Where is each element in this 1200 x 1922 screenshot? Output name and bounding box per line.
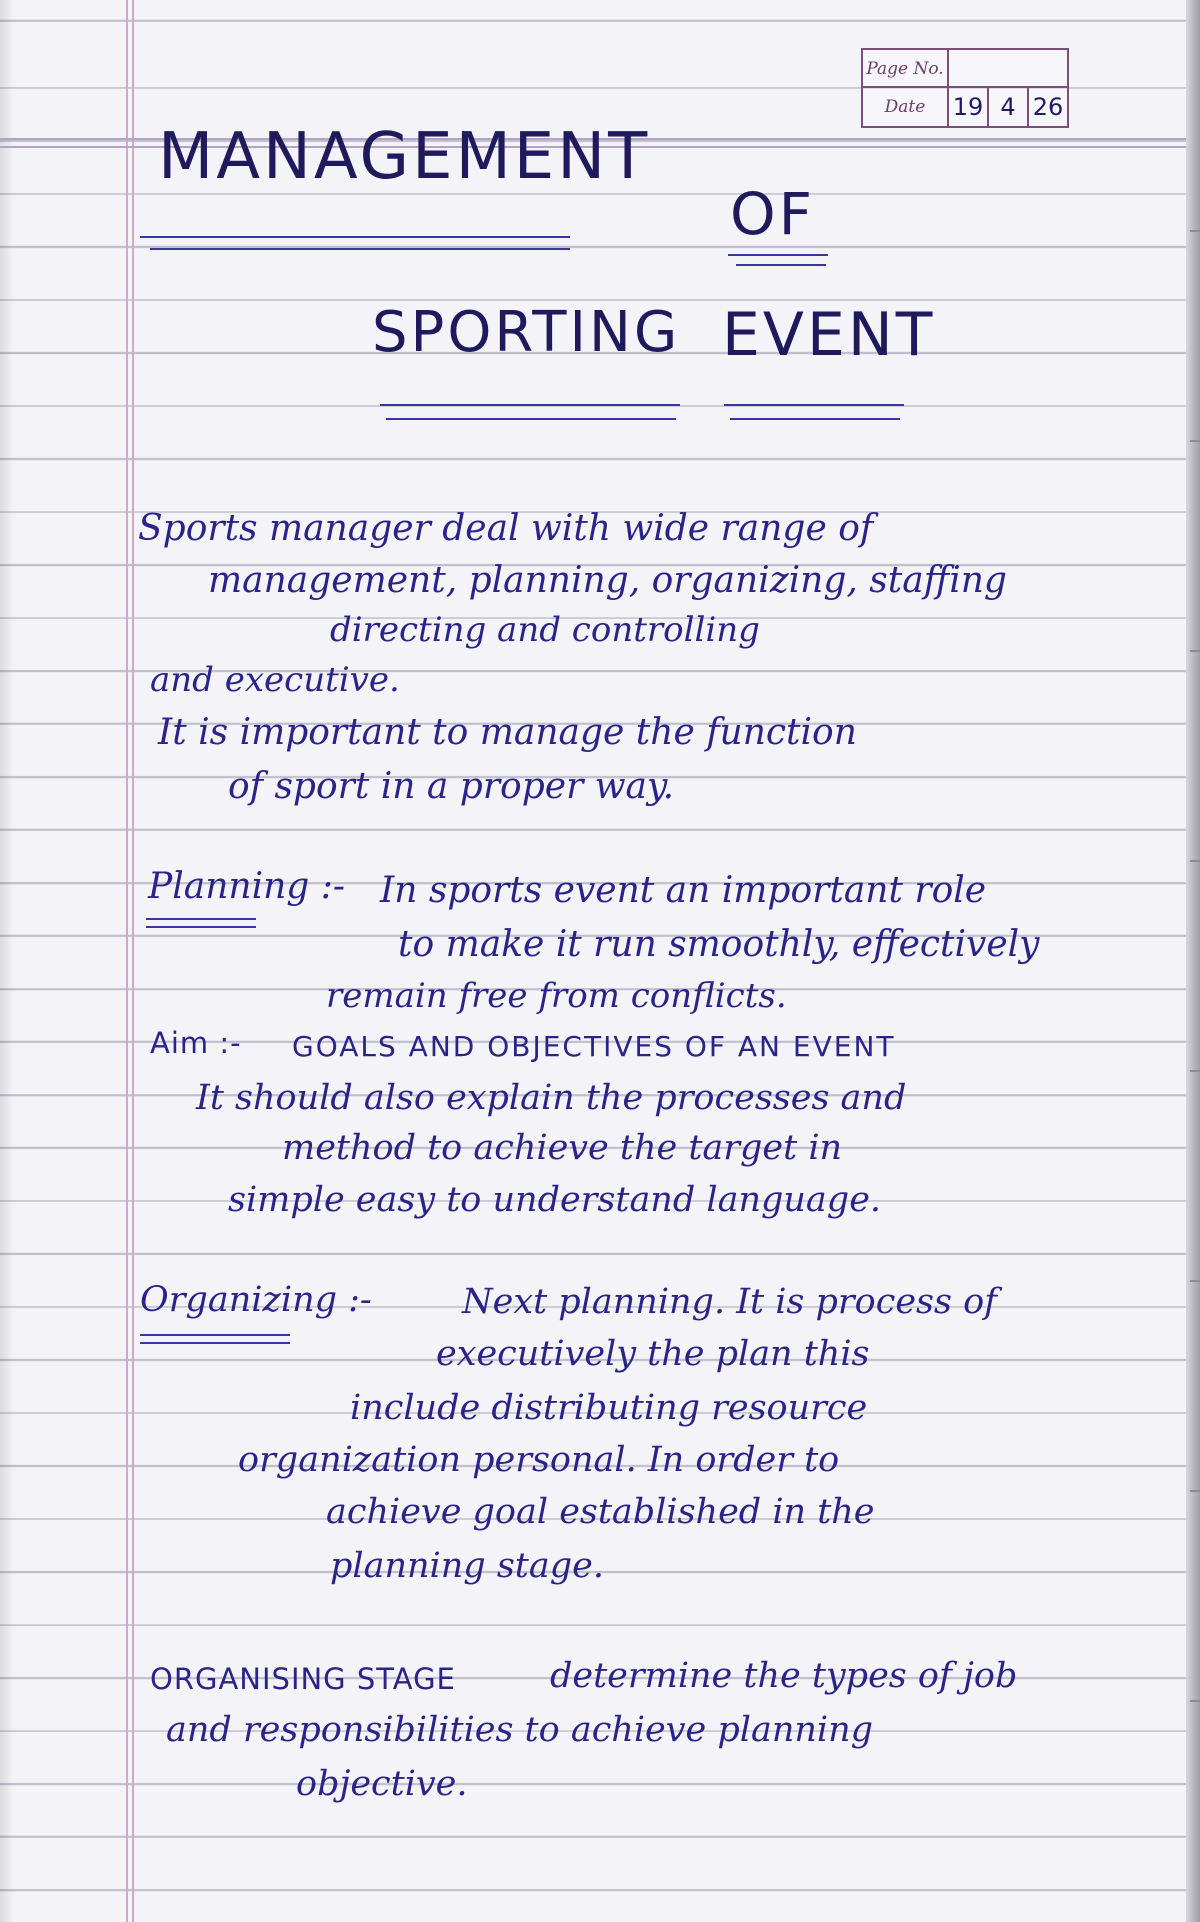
title-underline	[730, 418, 900, 420]
aim-line: simple easy to understand language.	[228, 1180, 882, 1220]
heading-underline	[146, 926, 256, 928]
organizing-line: organization personal. In order to	[238, 1440, 840, 1480]
organizing-line: planning stage.	[330, 1546, 604, 1586]
intro-line: management, planning, organizing, staffing	[208, 560, 1007, 601]
organizing-line: Next planning. It is process of	[462, 1282, 998, 1322]
edge-tick	[1190, 440, 1200, 442]
title-underline	[724, 404, 904, 406]
date-month: 4	[989, 88, 1029, 126]
title-event: EVENT	[722, 300, 936, 370]
title-underline	[728, 254, 828, 256]
page-no-row	[863, 50, 1067, 88]
edge-tick	[1190, 1490, 1200, 1492]
date-day: 19	[949, 88, 989, 126]
planning-line: to make it run smoothly, effectively	[398, 924, 1040, 965]
page-date-box	[861, 48, 1069, 128]
organising-stage-line: objective.	[296, 1764, 468, 1804]
planning-line: remain free from conflicts.	[326, 976, 787, 1016]
heading-underline	[140, 1334, 290, 1336]
intro-line: of sport in a proper way.	[228, 766, 675, 807]
date-row	[863, 88, 1067, 126]
planning-line: In sports event an important role	[380, 870, 987, 911]
title-management: MANAGEMENT	[158, 120, 651, 194]
heading-underline	[140, 1342, 290, 1344]
edge-tick	[1190, 1700, 1200, 1702]
margin-line	[132, 0, 134, 1922]
aim-line: method to achieve the target in	[282, 1128, 843, 1168]
planning-heading: Planning :-	[148, 866, 346, 907]
organising-stage-line: and responsibilities to achieve planning	[166, 1710, 874, 1750]
edge-tick	[1190, 860, 1200, 862]
organizing-heading: Organizing :-	[140, 1280, 372, 1320]
intro-line: directing and controlling	[330, 610, 760, 650]
title-underline	[140, 236, 570, 238]
page-edge	[1186, 0, 1200, 1922]
title-underline	[150, 248, 570, 250]
intro-line: and executive.	[150, 660, 400, 700]
title-underline	[736, 264, 826, 266]
organizing-line: include distributing resource	[350, 1388, 868, 1428]
heading-underline	[146, 918, 256, 920]
page-no-value	[949, 50, 1067, 86]
organizing-line: achieve goal established in the	[326, 1492, 875, 1532]
title-underline	[380, 404, 680, 406]
organising-stage-line: determine the types of job	[550, 1656, 1018, 1696]
title-of: OF	[730, 180, 816, 248]
organising-stage-caps: ORGANISING STAGE	[150, 1662, 456, 1696]
page-no-label: Page No.	[863, 50, 949, 86]
edge-tick	[1190, 1280, 1200, 1282]
date-label: Date	[863, 88, 949, 126]
edge-tick	[1190, 1070, 1200, 1072]
aim-line: It should also explain the processes and	[196, 1078, 907, 1118]
date-year: 26	[1032, 93, 1064, 121]
edge-tick	[1190, 230, 1200, 232]
title-underline	[386, 418, 676, 420]
title-sporting: SPORTING	[372, 300, 681, 365]
aim-text: GOALS AND OBJECTIVES OF AN EVENT	[292, 1030, 896, 1063]
edge-tick	[1190, 650, 1200, 652]
intro-line: Sports manager deal with wide range of	[138, 508, 874, 549]
margin-line	[126, 0, 128, 1922]
organizing-line: executively the plan this	[436, 1334, 870, 1374]
intro-line: It is important to manage the function	[158, 712, 857, 753]
aim-label: Aim :-	[150, 1026, 242, 1060]
